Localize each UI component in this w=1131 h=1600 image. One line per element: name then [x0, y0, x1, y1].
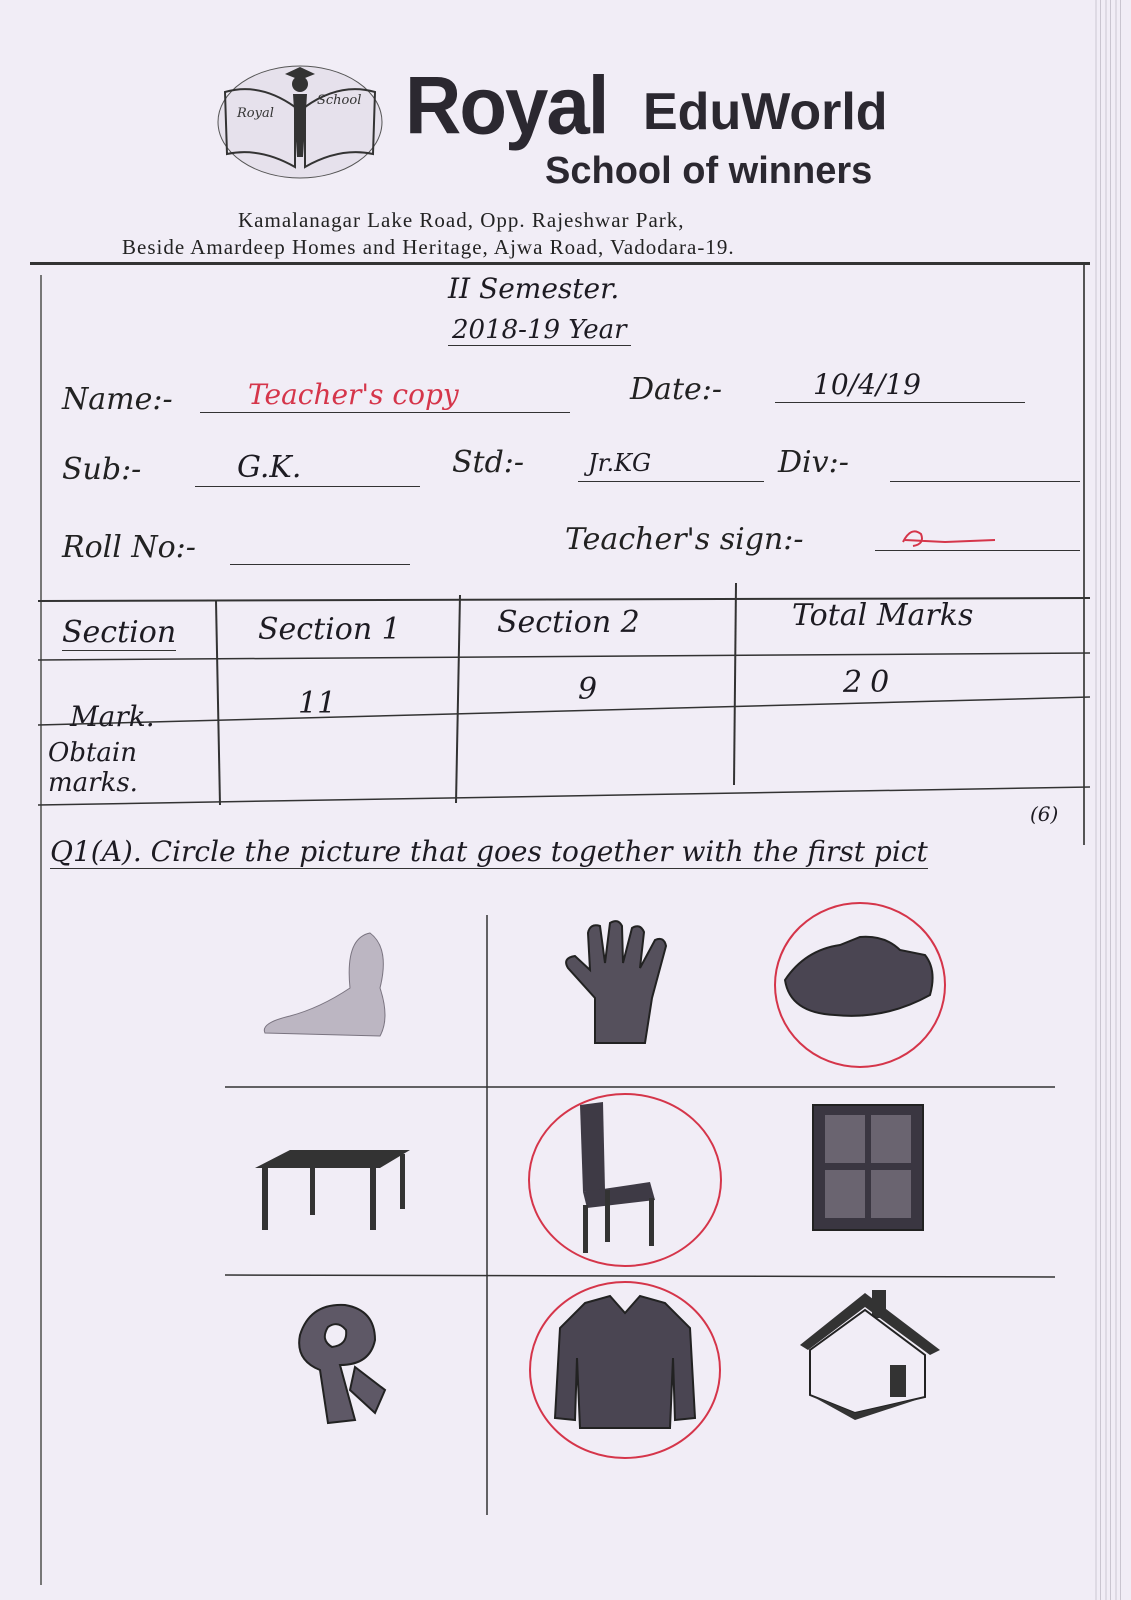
marks-section-1: 11	[298, 686, 337, 721]
table-header-total: Total Marks	[792, 598, 974, 633]
glove-picture[interactable]	[560, 918, 690, 1048]
std-field[interactable]	[578, 445, 764, 482]
div-field[interactable]	[890, 445, 1080, 482]
cupboard-picture[interactable]	[805, 1100, 935, 1235]
shoe-picture[interactable]	[765, 895, 955, 1075]
std-value: Jr.KG	[588, 449, 652, 477]
table-picture[interactable]	[250, 1140, 415, 1240]
date-label: Date:-	[630, 372, 722, 407]
name-label: Name:-	[62, 382, 173, 417]
sub-field[interactable]	[195, 450, 420, 487]
sign-label: Teacher's sign:-	[565, 522, 804, 557]
table-header-section-1: Section 1	[258, 612, 401, 647]
table-header-section-2: Section 2	[497, 605, 640, 640]
roll-field[interactable]	[230, 528, 410, 565]
sub-label: Sub:-	[62, 452, 142, 487]
row-marks-label: Mark.	[70, 700, 155, 733]
marks-section-2: 9	[578, 672, 598, 707]
signature-mark	[885, 520, 1005, 550]
date-field[interactable]	[775, 368, 1025, 403]
school-tagline: School of winners	[545, 150, 873, 192]
scan-edge	[1095, 0, 1125, 1600]
roll-label: Roll No:-	[62, 530, 196, 565]
row-obtain-label: Obtain marks.	[48, 738, 138, 798]
house-picture[interactable]	[790, 1285, 950, 1425]
div-label: Div:-	[778, 445, 849, 480]
name-field[interactable]	[200, 378, 570, 413]
marks-total: 20	[843, 665, 898, 700]
address-line-2: Beside Amardeep Homes and Heritage, Ajwa Road, Vadodara-19.	[122, 235, 735, 259]
std-label: Std:-	[452, 445, 525, 480]
name-value: Teacher's copy	[248, 378, 459, 411]
exam-year: 2018-19 Year	[448, 315, 631, 346]
logo-text-right: School	[317, 93, 362, 108]
address-line-1: Kamalanagar Lake Road, Opp. Rajeshwar Park,	[238, 208, 685, 232]
semester-label: II Semester.	[448, 272, 620, 305]
chair-picture[interactable]	[525, 1090, 725, 1270]
question-text: Q1(A). Circle the picture that goes together with the first pict	[50, 835, 928, 868]
logo-text-left: Royal	[237, 106, 274, 121]
coat-picture[interactable]	[525, 1278, 725, 1468]
date-value: 10/4/19	[813, 368, 921, 401]
sign-field[interactable]	[875, 520, 1080, 551]
scarf-picture[interactable]	[280, 1295, 400, 1430]
table-header-section: Section	[62, 615, 177, 650]
question-marks: (6)	[1030, 802, 1059, 826]
school-logo	[215, 62, 385, 182]
sub-value: G.K.	[237, 450, 302, 485]
school-name-main: Royal	[405, 58, 608, 152]
foot-picture[interactable]	[250, 918, 400, 1043]
school-name-sub: EduWorld	[643, 83, 888, 141]
left-border	[40, 275, 42, 1585]
answer-circle	[529, 1094, 721, 1266]
header-rule	[30, 262, 1090, 265]
